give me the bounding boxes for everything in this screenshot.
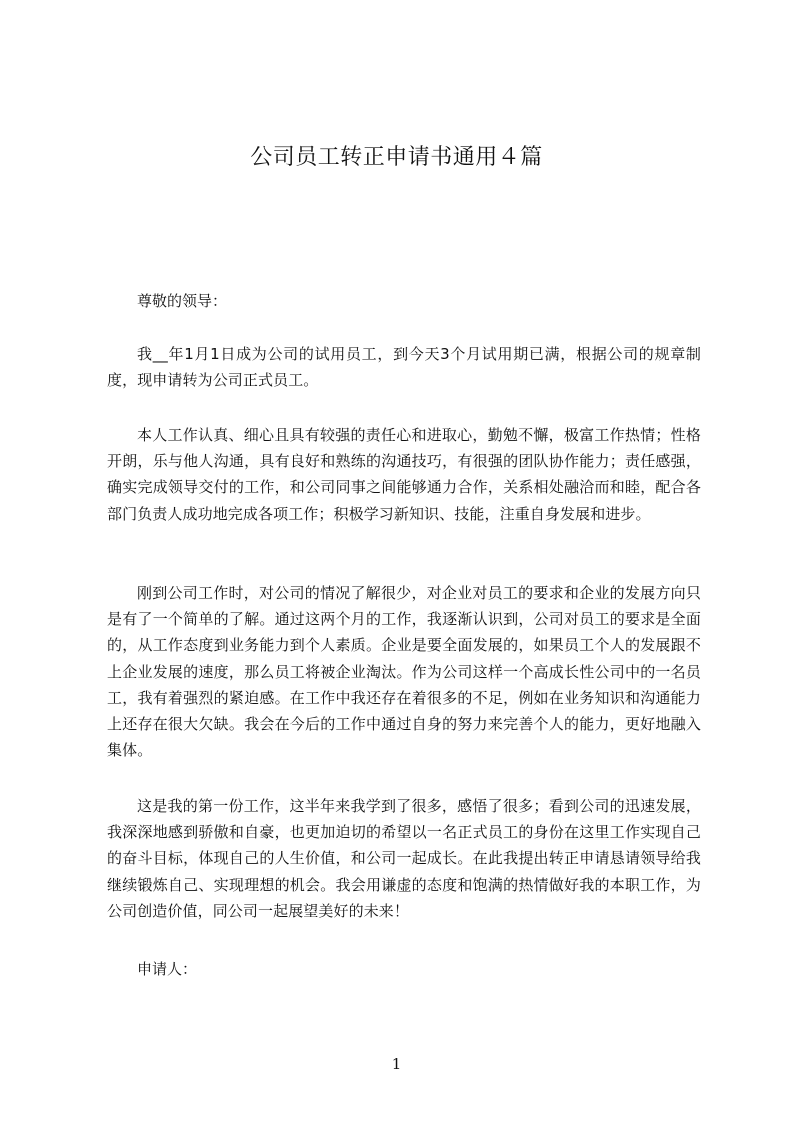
paragraph-1: 我__年1月1日成为公司的试用员工，到今天3个月试用期已满，根据公司的规章制度，现申请转为公司正式员工。 (107, 345, 701, 390)
paragraph-4: 这是我的第一份工作，这半年来我学到了很多，感悟了很多；看到公司的迅速发展，我深深地感到骄傲和自豪，也更加迫切的希望以一名正式员工的身份在这里工作实现自己的奋斗目标，体现自己的人生价值，和公司一起成长。在此我提出转正申请恳请领导给我继续锻炼自己、实现理想的机会。我会用谦虚的态度和饱满的热情做好我的本职工作，为公司创造价值，同公司一起展望美好的未来！ (107, 797, 701, 920)
page-number: 1 (391, 1055, 402, 1073)
document-title: 公司员工转正申请书通用４篇 (250, 145, 543, 170)
paragraph-3: 刚到公司工作时，对公司的情况了解很少，对企业对员工的要求和企业的发展方向只是有了一个简单的了解。通过这两个月的工作，我逐渐认识到，公司对员工的要求是全面的，从工作态度到业务能力到个人素质。企业是要全面发展的，如果员工个人的发展跟不上企业发展的速度，那么员工将被企业淘汰。作为公司这样一个高成长性公司中的一名员工，我有着强烈的紧迫感。在工作中我还存在着很多的不足，例如在业务知识和沟通能力上还存在很大欠缺。我会在今后的工作中通过自身的努力来完善个人的能力，更好地融入集体。 (107, 584, 701, 760)
paragraph-2: 本人工作认真、细心且具有较强的责任心和进取心，勤勉不懈，极富工作热情；性格开朗，乐与他人沟通，具有良好和熟练的沟通技巧，有很强的团队协作能力；责任感强，确实完成领导交付的工作，和公司同事之间能够通力合作，关系相处融洽而和睦，配合各部门负责人成功地完成各项工作；积极学习新知识、技能，注重自身发展和进步。 (107, 426, 701, 523)
applicant-label: 申请人： (137, 960, 198, 978)
salutation: 尊敬的领导： (137, 292, 228, 310)
